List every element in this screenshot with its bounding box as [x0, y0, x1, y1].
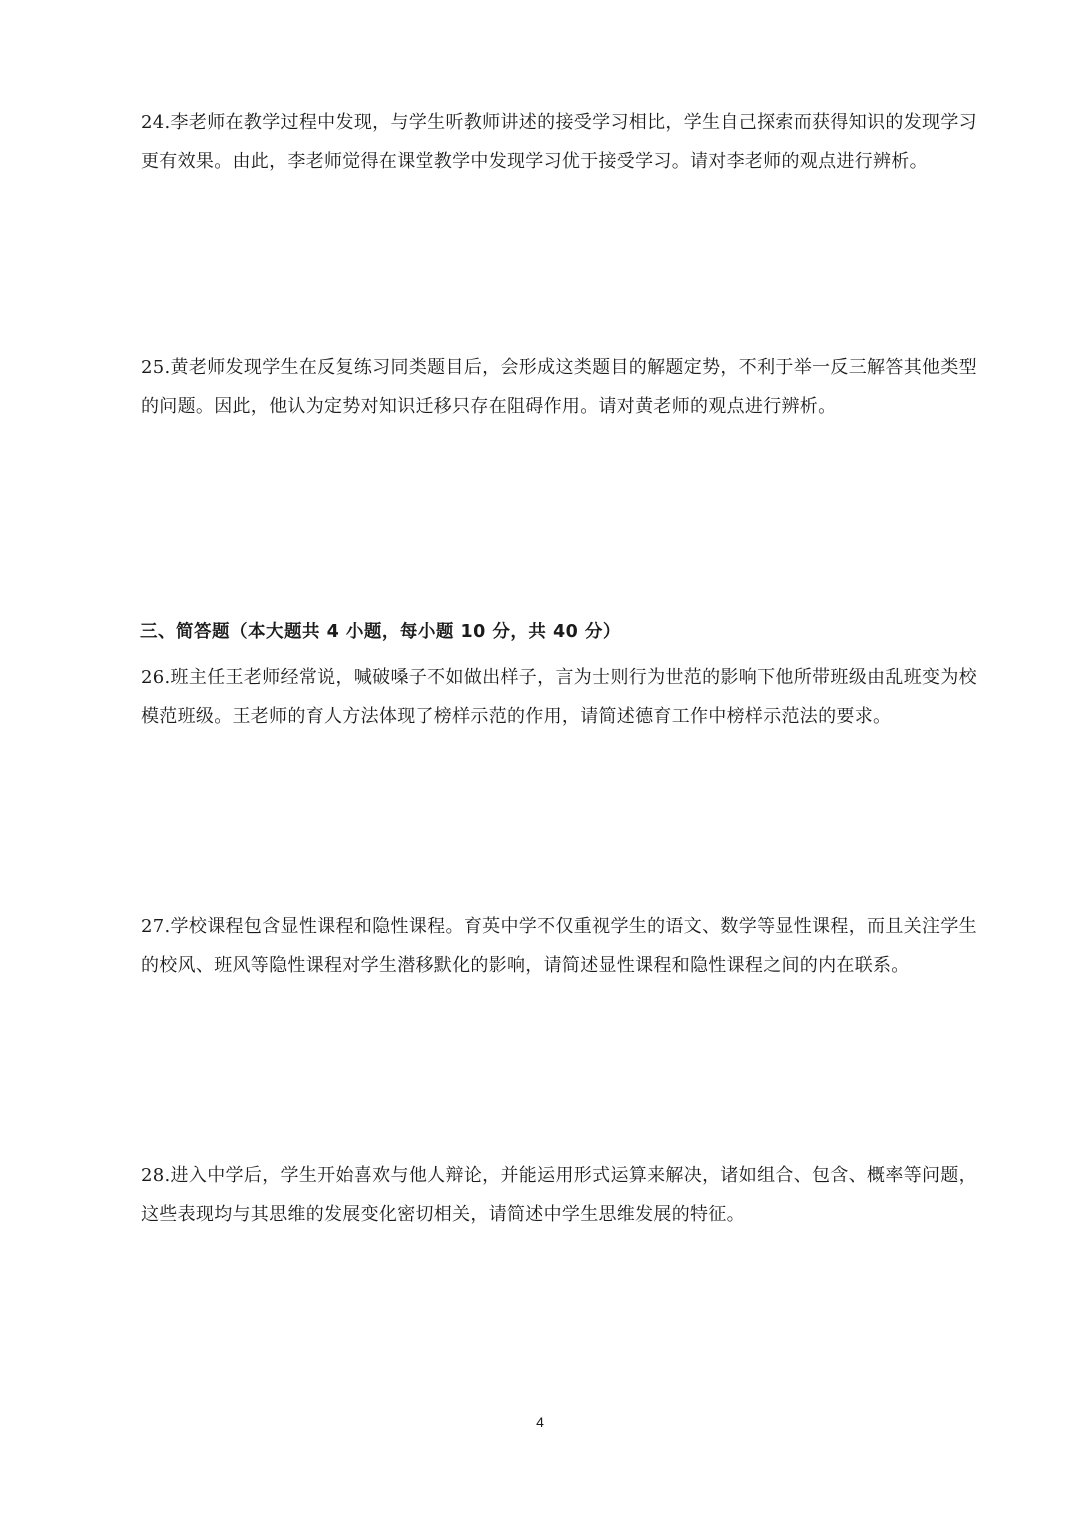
- question-text: 24.李老师在教学过程中发现，与学生听教师讲述的接受学习相比，学生自己探索而获得知识的发现学习更有效果。由此，李老师觉得在课堂教学中发现学习优于接受学习。请对李老师的观点进行辨析。: [141, 112, 977, 172]
- question-text: 28.进入中学后，学生开始喜欢与他人辩论，并能运用形式运算来解决，诸如组合、包含、概率等问题，这些表现均与其思维的发展变化密切相关，请简述中学生思维发展的特征。: [141, 1165, 977, 1225]
- question-text: 25.黄老师发现学生在反复练习同类题目后，会形成这类题目的解题定势，不利于举一反三解答其他类型的问题。因此，他认为定势对知识迁移只存在阻碍作用。请对黄老师的观点进行辨析。: [141, 357, 977, 417]
- question-26: [105, 658, 977, 736]
- page-number: 4: [536, 1414, 544, 1430]
- question-27: [105, 907, 977, 985]
- question-text: 27.学校课程包含显性课程和隐性课程。育英中学不仅重视学生的语文、数学等显性课程，而且关注学生的校风、班风等隐性课程对学生潜移默化的影响，请简述显性课程和隐性课程之间的内在联系。: [141, 916, 977, 976]
- question-24: [105, 103, 977, 181]
- section-title: 三、简答题（本大题共 4 小题，每小题 10 分，共 40 分）: [140, 622, 621, 642]
- question-text: 26.班主任王老师经常说，喊破嗓子不如做出样子，言为士则行为世范的影响下他所带班级由乱班变为校模范班级。王老师的育人方法体现了榜样示范的作用，请简述德育工作中榜样示范法的要求。: [141, 667, 977, 727]
- question-25: [105, 348, 977, 426]
- question-28: [105, 1156, 977, 1234]
